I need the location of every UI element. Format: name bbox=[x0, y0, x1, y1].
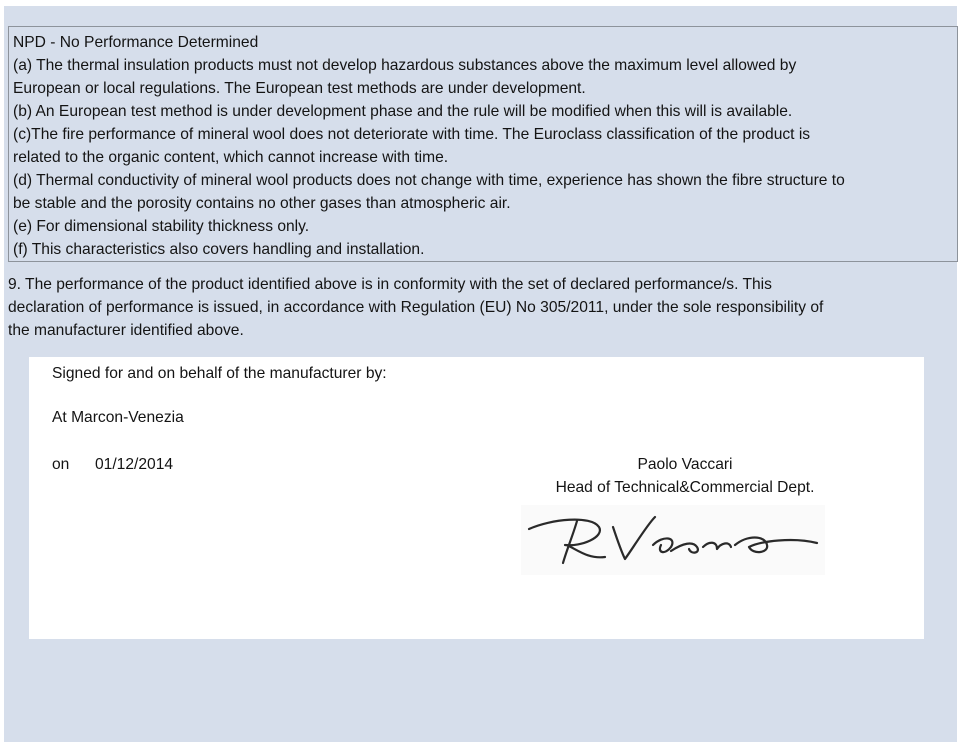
note-line: European or local regulations. The European test methods are under development. bbox=[13, 80, 586, 97]
notes-header: NPD - No Performance Determined bbox=[13, 34, 259, 51]
conformity-statement bbox=[8, 273, 948, 342]
note-line: related to the organic content, which cannot increase with time. bbox=[13, 149, 449, 166]
conformity-line: the manufacturer identified above. bbox=[8, 322, 244, 339]
conformity-line: declaration of performance is issued, in accordance with Regulation (EU) No 305/2011, under the sole responsibility of bbox=[8, 299, 824, 316]
conformity-line: 9. The performance of the product identified above is in conformity with the set of declared performance/s. This bbox=[8, 276, 772, 293]
note-line: (e) For dimensional stability thickness only. bbox=[13, 218, 310, 235]
note-line: be stable and the porosity contains no other gases than atmospheric air. bbox=[13, 195, 511, 212]
notes-box bbox=[8, 26, 958, 262]
note-line: (a) The thermal insulation products must not develop hazardous substances above the maximum level allowed by bbox=[13, 57, 797, 74]
note-line: (c)The fire performance of mineral wool does not deteriorate with time. The Euroclass classification of the product is bbox=[13, 126, 811, 143]
date-label: on bbox=[52, 456, 70, 473]
handwritten-signature-icon bbox=[521, 505, 825, 575]
signed-for-label: Signed for and on behalf of the manufacturer by: bbox=[52, 365, 387, 382]
note-line: (b) An European test method is under development phase and the rule will be modified when this will is available. bbox=[13, 103, 793, 120]
signatory-title: Head of Technical&Commercial Dept. bbox=[555, 479, 815, 496]
place-label: At Marcon-Venezia bbox=[52, 409, 184, 426]
note-line: (d) Thermal conductivity of mineral wool products does not change with time, experience has shown the fibre structure to bbox=[13, 172, 845, 189]
note-line: (f) This characteristics also covers handling and installation. bbox=[13, 241, 425, 258]
signature-box bbox=[29, 357, 924, 639]
signatory-name: Paolo Vaccari bbox=[637, 456, 733, 473]
date-value: 01/12/2014 bbox=[95, 456, 174, 473]
